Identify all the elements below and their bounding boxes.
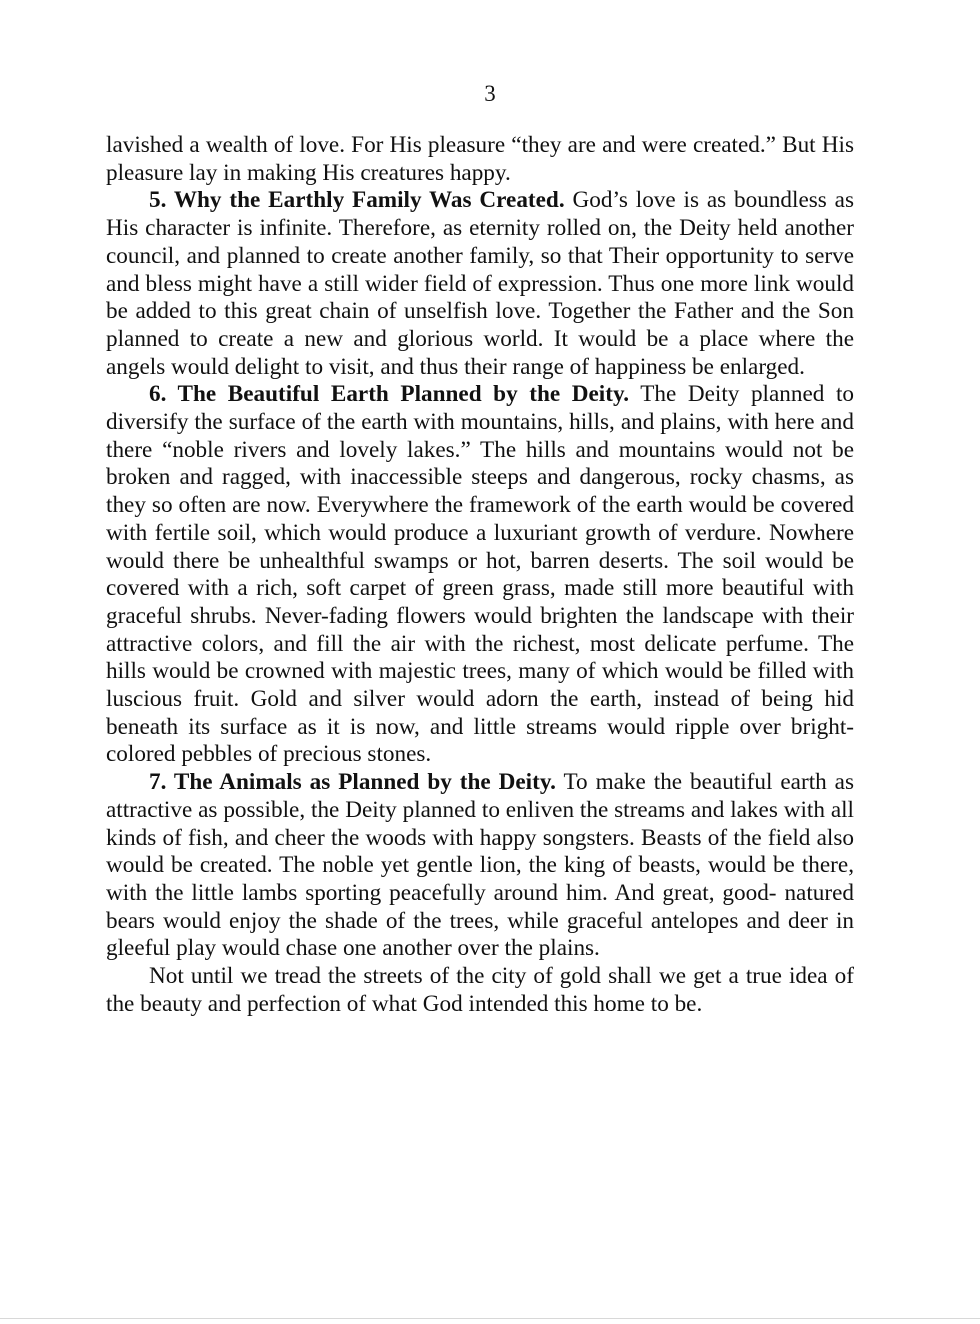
paragraph-text: Not until we tread the streets of the city of gold shall we get a true idea of the beauty and perfection of what God intended this home to be.	[106, 963, 854, 1017]
paragraph-text: To make the beautiful earth as attractive as possible, the Deity planned to enliven the streams and lakes with all kinds of fish, and cheer the woods with happy songsters. Beasts of the field also would be created. The noble yet gentle lion, the king of beasts, would be there, with the little lambs sporting peacefully around him. And great, good- natured bears would enjoy the shade of the trees, while graceful antelopes and deer in gleeful play would chase one another over the plains.	[106, 769, 854, 962]
paragraph-text: God’s love is as boundless as His character is infinite. Therefore, as eternity rolled on, the Deity held another council, and planned to create another family, so that Their opportunity to serve and bless might have a still wider field of expression. Thus one more link would be added to this great chain of unselfish love. Together the Father and the Son planned to create a new and glorious world. It would be a place where the angels would delight to visit, and thus their range of happiness be enlarged.	[106, 187, 854, 380]
section-heading-6: 6. The Beautiful Earth Planned by the Deity.	[149, 381, 630, 408]
paragraph-continued	[106, 132, 854, 187]
page-bottom-edge	[0, 1318, 980, 1319]
paragraph-closing	[106, 963, 854, 1018]
page-number: 3	[484, 81, 496, 106]
section-heading-5: 5. Why the Earthly Family Was Created.	[149, 187, 565, 214]
paragraph-6	[106, 381, 854, 769]
paragraph-7	[106, 769, 854, 963]
body-text	[106, 132, 854, 1019]
paragraph-5	[106, 187, 854, 381]
section-heading-7: 7. The Animals as Planned by the Deity.	[149, 769, 556, 796]
paragraph-text: lavished a wealth of love. For His pleasure “they are and were created.” But His pleasure lay in making His creatures happy.	[106, 132, 854, 186]
paragraph-text: The Deity planned to diversify the surface of the earth with mountains, hills, and plains, with here and there “noble rivers and lovely lakes.” The hills and mountains would not be broken and ragged, with inaccessible steeps and dangerous, rocky chasms, as they so often are now. Everywhere the framework of the earth would be covered with fertile soil, which would produce a luxuriant growth of verdure. Nowhere would there be unhealthful swamps or hot, barren deserts. The soil would be covered with a rich, soft carpet of green grass, made still more beautiful with graceful shrubs. Never-fading flowers would brighten the landscape with their attractive colors, and fill the air with the richest, most delicate perfume. The hills would be crowned with majestic trees, many of which would be filled with luscious fruit. Gold and silver would adorn the earth, instead of being hid beneath its surface as it is now, and little streams would ripple over bright-colored pebbles of precious stones.	[106, 381, 854, 768]
